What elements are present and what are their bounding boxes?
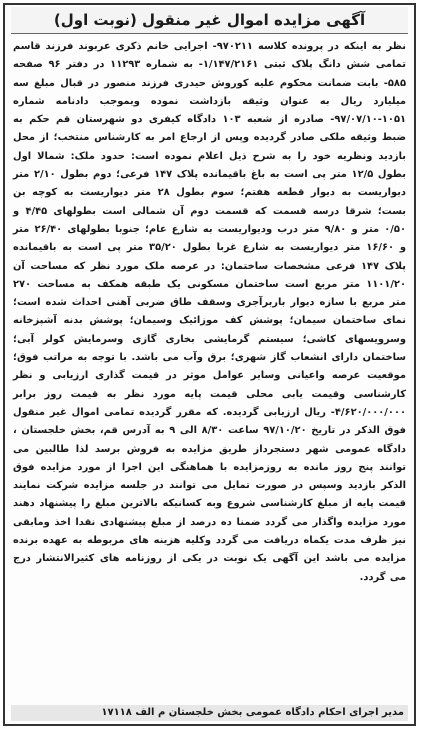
notice-title: آگهی مزایده اموال غیر منقول (نوبت اول): [11, 7, 408, 34]
notice-footer: مدیر اجرای احکام دادگاه عمومی بخش خلجستان م الف ۱۷۱۱۸: [11, 705, 408, 721]
notice-body: [13, 38, 406, 587]
notice-body-text: نظر به اینکه در پرونده کلاسه ۹۷۰۲۱۱- اجرایی خانم ذکری عربوند فرزند قاسم تمامی شش دانگ پلاک ثبتی ۱/۱۴۷/۲۱۶۱- به شماره ۱۱۲۹۳ در دفتر ۹۶ صفحه ۵۸۵- بابت ضمانت محکوم علیه کوروش حیدری فرزند منصور در قبال مبلغ سه میلیارد ریال به عنوان وثیقه بازداشت نموده وبموجب دادنامه شماره ۱۰۵۱-۹۷/۰۷/۱۰- صادره از شعبه ۱۰۳ دادگاه کیفری دو شهرستان قم حکم به ضبط وثیقه ملکی صادر گردیده وپس از ارجاع امر به کارشناس منتخب؛ از محل بازدید ونظریه خود را به شرح ذیل اعلام نموده است: حدود ملک: شمالا اول بطول ۱۲/۵ متر پی است به باغ باقیمانده پلاک ۱۴۷ فرعی؛ دوم بطول ۲/۱۰ متر دیواریست به دیوار قطعه هفتم؛ سوم بطول ۲۸ متر دیواریست به کوچه بن بست؛ شرقا درسه قسمت که قسمت دوم آن شمالی است بطولهای ۴/۴۵ و ۰/۵۰ متر و ۹/۸۰ متر درب ودیواریست به شارع عام؛ جنوبا بطولهای ۲۶/۴۰ متر و ۱۶/۶۰ متر دیواریست به شارع غربا بطول ۳۵/۲۰ متر پی است به باقیمانده پلاک ۱۴۷ فرعی مشخصات ساختمان: در عرصه ملک مورد نظر که مساحت آن ۱۱۰۱/۲۰ متر مربع است ساختمان مسکونی یک طبقه همکف به مساحت ۲۷۰ متر مربع با سازه دیوار باربرآجری وسقف طاق ضربی آهنی احداث شده است؛ نمای ساختمان سیمان؛ پوشش کف موزائیک وسیمان؛ پوشش بدنه آشپزخانه وسرویسهای کاشی؛ سیستم گرمایشی بخاری گازی وسرمایش کولر آبی؛ ساختمان دارای انشعاب گاز شهری؛ برق وآب می باشد. با توجه به مراتب فوق؛ موقعیت عرصه واعیانی وسایر عوامل موثر در قیمت گذاری ارزیابی و نظر کارشناسی وقیمت یابی محلی قیمت پایه مورد نظر به قیمت روز برابر ۴/۶۲۰/۰۰۰/۰۰۰- ریال ارزیابی گردیده. که مقرر گردیده تمامی اموال غیر منقول فوق الذکر در تاریخ ۹۷/۱۰/۲۰ ساعت ۸/۳۰ الی ۹ به آدرس قم، بخش خلجستان ، دادگاه عمومی شهر دستجرداز طریق مزایده به فروش برسد لذا طالبین می توانند پنج روز مانده به روزمزایده با هماهنگی این اجرا از مورد مزایده فوق الذکر بازدید وسپس در صورت تمایل می توانند در جلسه مزایده شرکت نمایند قیمت پایه از مبلغ کارشناسی شروع وبه کسانیکه بالاترین مبلغ را پیشنهاد دهند مورد مزایده واگذار می گردد ضمنا ده درصد از مبلغ پیشنهادی نقدا اخذ ومابقی نیز ظرف مدت یکماه دریافت می گردد وکلیه هزینه های مربوطه به عهده برنده مزایده می باشد این آگهی یک نوبت در یکی از روزنامه های کثیرالانتشار درج می گردد.: [13, 41, 407, 583]
notice-frame: [3, 3, 416, 726]
